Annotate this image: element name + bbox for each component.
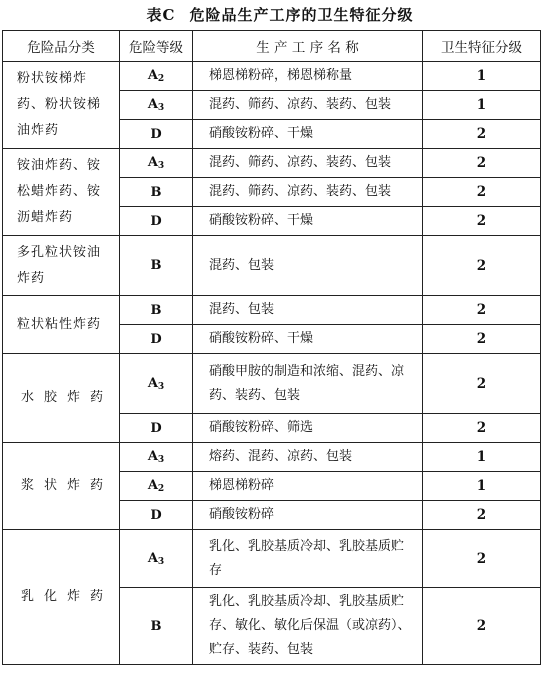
table-row	[3, 236, 541, 296]
category-text: 水胶炸药	[21, 390, 114, 405]
level-cell: 2	[423, 296, 541, 325]
process-cell: 乳化、乳胶基质冷却、乳胶基质贮存	[193, 530, 423, 588]
grade-cell: $A_3$	[120, 149, 193, 178]
process-cell: 硝酸铵粉碎	[193, 501, 423, 530]
grade-cell: $A_3$	[120, 443, 193, 472]
grade-cell: B	[120, 296, 193, 325]
process-cell: 混药、筛药、凉药、装药、包装	[193, 178, 423, 207]
category-cell: 铵油炸药、铵松蜡炸药、铵沥蜡炸药	[3, 149, 120, 236]
table-caption	[0, 4, 560, 25]
grade-cell: B	[120, 588, 193, 665]
process-cell: 混药、筛药、凉药、装药、包装	[193, 149, 423, 178]
category-cell	[3, 530, 120, 665]
process-cell: 梯恩梯粉碎，梯恩梯称量	[193, 62, 423, 91]
level-cell: 2	[423, 354, 541, 414]
process-cell: 混药、包装	[193, 236, 423, 296]
header-grade: 危险等级	[120, 31, 193, 62]
level-cell: 2	[423, 414, 541, 443]
process-cell: 硝酸甲胺的制造和浓缩、混药、凉药、装药、包装	[193, 354, 423, 414]
process-cell: 乳化、乳胶基质冷却、乳胶基质贮存、敏化、敏化后保温（或凉药）、贮存、装药、包装	[193, 588, 423, 665]
grade-cell: D	[120, 325, 193, 354]
level-cell: 1	[423, 443, 541, 472]
table-title: 危险品生产工序的卫生特征分级	[189, 6, 414, 24]
process-cell: 硝酸铵粉碎、筛选	[193, 414, 423, 443]
category-cell: 粉状铵梯炸药、粉状铵梯油炸药	[3, 62, 120, 149]
header-category: 危险品分类	[3, 31, 120, 62]
level-cell: 2	[423, 120, 541, 149]
category-cell	[3, 443, 120, 530]
grade-cell: $A_3$	[120, 530, 193, 588]
grade-subscript: 3	[157, 103, 165, 113]
level-cell: 2	[423, 588, 541, 665]
level-cell: 1	[423, 472, 541, 501]
level-cell: 2	[423, 236, 541, 296]
grade-cell: $A_3$	[120, 91, 193, 120]
grade-cell: $A_2$	[120, 62, 193, 91]
table-row	[3, 149, 541, 178]
level-cell: 2	[423, 530, 541, 588]
process-cell: 梯恩梯粉碎	[193, 472, 423, 501]
grade-cell: D	[120, 414, 193, 443]
process-cell: 混药、包装	[193, 296, 423, 325]
grade-cell: D	[120, 207, 193, 236]
table-row	[3, 354, 541, 414]
level-cell: 1	[423, 62, 541, 91]
grade-subscript: 2	[157, 74, 165, 84]
category-cell: 粒状粘性炸药	[3, 296, 120, 354]
table-number: 表C	[146, 6, 176, 24]
level-cell: 2	[423, 325, 541, 354]
header-row	[3, 31, 541, 62]
table-row	[3, 443, 541, 472]
process-cell: 硝酸铵粉碎、干燥	[193, 120, 423, 149]
level-cell: 2	[423, 501, 541, 530]
grade-subscript: 3	[157, 381, 165, 392]
category-text: 乳化炸药	[21, 589, 114, 604]
grade-cell: $A_2$	[120, 472, 193, 501]
process-cell: 熔药、混药、凉药、包装	[193, 443, 423, 472]
grade-subscript: 3	[157, 161, 165, 171]
grade-subscript: 3	[157, 556, 165, 567]
grade-cell: D	[120, 120, 193, 149]
grade-cell: B	[120, 236, 193, 296]
grade-cell: $A_3$	[120, 354, 193, 414]
level-cell: 2	[423, 207, 541, 236]
table-row	[3, 62, 541, 91]
process-cell: 硝酸铵粉碎、干燥	[193, 207, 423, 236]
level-cell: 2	[423, 178, 541, 207]
grade-subscript: 2	[157, 484, 165, 494]
category-text: 浆状炸药	[21, 478, 114, 493]
header-level: 卫生特征分级	[423, 31, 541, 62]
level-cell: 2	[423, 149, 541, 178]
grade-cell: D	[120, 501, 193, 530]
table-row	[3, 530, 541, 588]
category-cell	[3, 354, 120, 443]
header-process: 生 产 工 序 名 称	[193, 31, 423, 62]
process-cell: 硝酸铵粉碎、干燥	[193, 325, 423, 354]
hazard-classification-table	[2, 30, 541, 665]
process-cell: 混药、筛药、凉药、装药、包装	[193, 91, 423, 120]
grade-subscript: 3	[157, 455, 165, 465]
table-row	[3, 296, 541, 325]
category-cell: 多孔粒状铵油炸药	[3, 236, 120, 296]
grade-cell: B	[120, 178, 193, 207]
level-cell: 1	[423, 91, 541, 120]
